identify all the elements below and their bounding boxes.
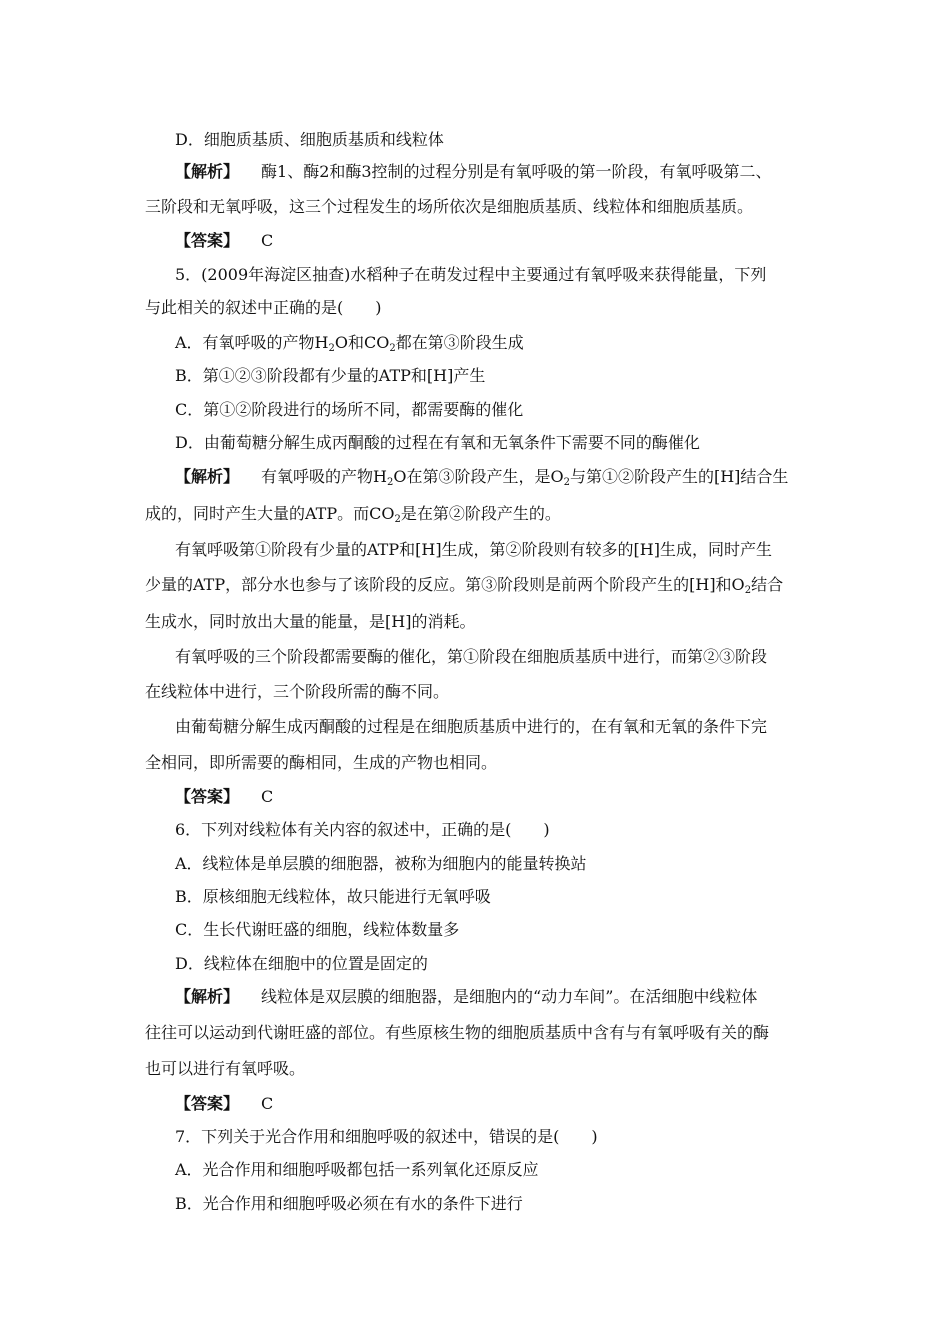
q4-answer — [175, 231, 273, 251]
text-run: 少量的ATP，部分水也参与了该阶段的反应。第③阶段则是前两个阶段产生的[H]和O — [145, 575, 745, 594]
q5-paragraph-2: 有氧呼吸第①阶段有少量的ATP和[H]生成，第②阶段则有较多的[H]生成，同时产生 — [175, 540, 772, 559]
answer-tag: 【答案】 — [175, 1094, 240, 1113]
q5-paragraph-3: 有氧呼吸的三个阶段都需要酶的催化，第①阶段在细胞质基质中进行，而第②③阶段 — [175, 647, 768, 666]
text-run: O在第③阶段产生，是O — [393, 467, 564, 486]
q5-option-d: D．由葡萄糖分解生成丙酮酸的过程在有氧和无氧条件下需要不同的酶催化 — [175, 433, 700, 452]
q5-stem: 5．(2009年海淀区抽查)水稻种子在萌发过程中主要通过有氧呼吸来获得能量，下列 — [175, 265, 767, 284]
q5-paragraph-2-line2 — [145, 575, 783, 595]
analysis-tag: 【解析】 — [175, 987, 240, 1006]
q7-stem: 7．下列关于光合作用和细胞呼吸的叙述中，错误的是( ) — [175, 1127, 598, 1146]
subscript: 2 — [389, 343, 396, 354]
q6-option-b: B．原核细胞无线粒体，故只能进行无氧呼吸 — [175, 887, 491, 906]
q5-analysis-line2 — [145, 504, 561, 524]
q5-option-a — [175, 333, 524, 353]
subscript: 2 — [386, 477, 394, 488]
answer-value: C — [261, 231, 274, 250]
subscript: 2 — [563, 477, 570, 488]
text-run: 与第①②阶段产生的[H]结合生 — [569, 467, 789, 486]
answer-value: C — [261, 1094, 274, 1113]
q6-stem: 6．下列对线粒体有关内容的叙述中，正确的是( ) — [175, 820, 550, 839]
q4-option-d: D．细胞质基质、细胞质基质和线粒体 — [175, 130, 444, 149]
q6-analysis-line2: 往往可以运动到代谢旺盛的部位。有些原核生物的细胞质基质中含有与有氧呼吸有关的酶 — [145, 1023, 770, 1042]
q6-option-c: C．生长代谢旺盛的细胞，线粒体数量多 — [175, 920, 460, 939]
q4-analysis-line2: 三阶段和无氧呼吸，这三个过程发生的场所依次是细胞质基质、线粒体和细胞质基质。 — [145, 197, 754, 216]
q6-analysis-line3: 也可以进行有氧呼吸。 — [145, 1059, 306, 1078]
analysis-text: 线粒体是双层膜的细胞器，是细胞内的“动力车间”。在活细胞中线粒体 — [261, 987, 758, 1006]
q5-stem-line2: 与此相关的叙述中正确的是( ) — [145, 298, 382, 317]
analysis-tag: 【解析】 — [175, 467, 240, 486]
q5-answer — [175, 787, 273, 807]
subscript: 2 — [744, 585, 752, 596]
analysis-text: 酶1、酶2和酶3控制的过程分别是有氧呼吸的第一阶段，有氧呼吸第二、 — [261, 162, 772, 181]
text-run: 成的，同时产生大量的ATP。而CO — [145, 504, 395, 523]
q5-option-b: B．第①②③阶段都有少量的ATP和[H]产生 — [175, 366, 486, 385]
text-run: 是在第②阶段产生的。 — [400, 504, 561, 523]
q7-option-b: B．光合作用和细胞呼吸必须在有水的条件下进行 — [175, 1194, 523, 1213]
text-run: 都在第③阶段生成 — [395, 333, 524, 352]
answer-tag: 【答案】 — [175, 787, 240, 806]
q7-option-a: A．光合作用和细胞呼吸都包括一系列氧化还原反应 — [175, 1160, 539, 1179]
subscript: 2 — [328, 343, 335, 354]
q5-analysis — [175, 467, 788, 487]
q6-answer — [175, 1094, 273, 1114]
q6-analysis — [175, 987, 757, 1007]
q5-paragraph-2-line3: 生成水，同时放出大量的能量，是[H]的消耗。 — [145, 612, 476, 631]
answer-tag: 【答案】 — [175, 231, 240, 250]
text-run: A．有氧呼吸的产物H — [175, 333, 329, 352]
q5-paragraph-4-line2: 全相同，即所需要的酶相同，生成的产物也相同。 — [145, 753, 498, 772]
q5-option-c: C．第①②阶段进行的场所不同，都需要酶的催化 — [175, 400, 524, 419]
subscript: 2 — [394, 514, 401, 525]
text-run: O和CO — [334, 333, 390, 352]
analysis-tag: 【解析】 — [175, 162, 240, 181]
q6-option-d: D．线粒体在细胞中的位置是固定的 — [175, 954, 428, 973]
text-run: 有氧呼吸的产物H — [261, 467, 387, 486]
text-run: 结合 — [751, 575, 784, 594]
q5-paragraph-4: 由葡萄糖分解生成丙酮酸的过程是在细胞质基质中进行的，在有氧和无氧的条件下完 — [175, 717, 768, 736]
q4-analysis — [175, 162, 772, 182]
q5-paragraph-3-line2: 在线粒体中进行，三个阶段所需的酶不同。 — [145, 682, 450, 701]
q6-option-a: A．线粒体是单层膜的细胞器，被称为细胞内的能量转换站 — [175, 854, 587, 873]
answer-value: C — [261, 787, 274, 806]
